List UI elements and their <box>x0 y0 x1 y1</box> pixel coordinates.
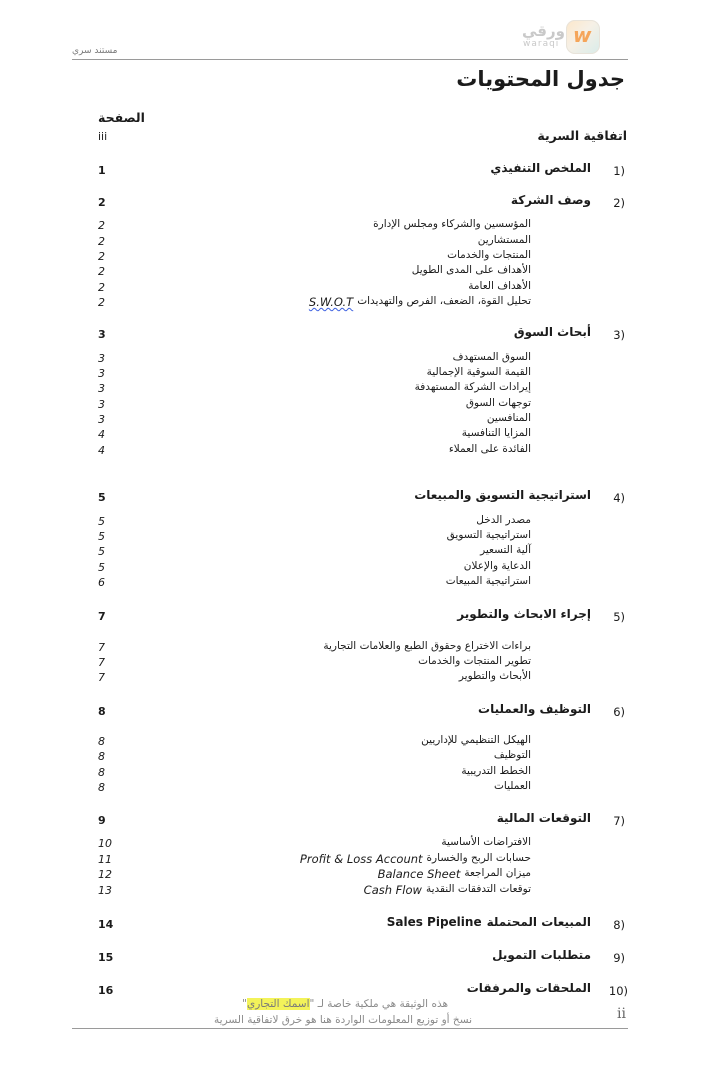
toc-subentry[interactable]: العمليات <box>494 780 531 792</box>
toc-section-title[interactable]: التوظيف والعمليات <box>478 702 591 716</box>
toc-subentry-page: 4 <box>98 444 105 457</box>
footer-ownership-suffix: " <box>242 998 247 1010</box>
toc-subentry[interactable]: الأهداف العامة <box>468 280 531 292</box>
toc-subentry-page: 3 <box>98 382 105 395</box>
toc-section-page: 14 <box>98 918 114 931</box>
toc-page-confidentiality: iii <box>98 130 108 143</box>
section-number: 4) <box>613 491 625 505</box>
toc-subentry-english: S.W.O.T <box>308 295 354 309</box>
toc-subentry[interactable]: استراتيجية المبيعات <box>445 575 531 587</box>
toc-subentry[interactable]: مصدر الدخل <box>476 514 531 526</box>
toc-subentry[interactable]: براءات الاختراع وحقوق الطبع والعلامات التجارية <box>323 640 531 652</box>
footer-ownership-line <box>242 998 448 1010</box>
toc-subentry-page: 2 <box>98 219 105 232</box>
toc-subentry[interactable]: الفائدة على العملاء <box>448 443 531 455</box>
toc-section-title[interactable] <box>387 915 591 929</box>
toc-subentry-label: تحليل القوة، الضعف، الفرص والتهديدات <box>357 295 531 307</box>
toc-section-label: المبيعات المحتملة <box>486 915 591 929</box>
toc-subentry[interactable] <box>364 883 531 897</box>
toc-subentry-label: ميزان المراجعة <box>464 867 531 879</box>
footer-ownership-prefix: هذه الوثيقة هي ملكية خاصة لـ " <box>309 998 448 1010</box>
toc-subentry-page: 2 <box>98 265 105 278</box>
toc-section-page: 9 <box>98 814 106 827</box>
toc-subentry-page: 5 <box>98 530 105 543</box>
toc-subentry-page: 10 <box>98 837 112 850</box>
logo-latin-text: waraqi <box>523 39 560 49</box>
toc-subentry-page: 11 <box>98 853 112 866</box>
toc-subentry-page: 4 <box>98 428 105 441</box>
toc-subentry[interactable]: التوظيف <box>493 749 531 761</box>
toc-subentry-page: 7 <box>98 641 105 654</box>
toc-subentry-page: 5 <box>98 515 105 528</box>
toc-subentry[interactable]: المنافسين <box>486 412 531 424</box>
toc-section-title[interactable]: متطلبات التمويل <box>492 948 591 962</box>
toc-subentry-page: 5 <box>98 545 105 558</box>
section-number: 10) <box>608 984 628 998</box>
toc-section-page: 5 <box>98 491 106 504</box>
toc-subentry[interactable]: آلية التسعير <box>480 544 531 556</box>
confidential-label: مستند سري <box>72 46 118 56</box>
section-number: 9) <box>613 951 625 965</box>
toc-subentry-page: 5 <box>98 561 105 574</box>
toc-subentry[interactable]: إيرادات الشركة المستهدفة <box>414 381 531 393</box>
toc-section-title[interactable]: وصف الشركة <box>510 193 591 207</box>
toc-subentry-page: 3 <box>98 398 105 411</box>
toc-section-title[interactable]: التوقعات المالية <box>496 811 591 825</box>
toc-section-page: 2 <box>98 196 106 209</box>
toc-subentry[interactable]: المزايا التنافسية <box>461 427 531 439</box>
toc-subentry-page: 2 <box>98 235 105 248</box>
toc-subentry-page: 13 <box>98 884 112 897</box>
logo-arabic-text: ورقي <box>522 22 565 40</box>
toc-subentry-page: 3 <box>98 413 105 426</box>
toc-section-page: 1 <box>98 164 106 177</box>
toc-section-page: 16 <box>98 984 114 997</box>
section-number: 7) <box>613 814 625 828</box>
toc-subentry[interactable]: تطوير المنتجات والخدمات <box>418 655 531 667</box>
toc-section-page: 8 <box>98 705 106 718</box>
toc-subentry[interactable]: الدعاية والإعلان <box>463 560 531 572</box>
toc-subentry-english: Balance Sheet <box>377 867 461 881</box>
toc-subentry[interactable]: استراتيجية التسويق <box>446 529 531 541</box>
toc-section-page: 15 <box>98 951 114 964</box>
toc-subentry-page: 7 <box>98 656 105 669</box>
section-number: 5) <box>613 610 625 624</box>
toc-subentry-page: 3 <box>98 367 105 380</box>
toc-subentry-page: 12 <box>98 868 112 881</box>
toc-subentry-page: 3 <box>98 352 105 365</box>
toc-subentry[interactable]: الافتراضات الأساسية <box>441 836 531 848</box>
footer-page-number: ii <box>617 1006 626 1022</box>
footer-divider <box>72 1028 628 1029</box>
page-title: جدول المحتويات <box>456 67 625 91</box>
toc-section-page: 7 <box>98 610 106 623</box>
toc-subentry-page: 2 <box>98 296 105 309</box>
toc-subentry[interactable]: توجهات السوق <box>465 397 531 409</box>
toc-section-title[interactable]: الملحقات والمرفقات <box>466 981 591 995</box>
waraqi-logo-icon: w <box>566 20 600 54</box>
toc-subentry-page: 6 <box>98 576 105 589</box>
business-name-placeholder[interactable]: اسمك التجاري <box>246 998 310 1010</box>
section-number: 8) <box>613 918 625 932</box>
page-column-label: الصفحة <box>98 110 145 125</box>
toc-subentry-page: 8 <box>98 735 105 748</box>
toc-subentry-page: 2 <box>98 281 105 294</box>
toc-subentry-page: 7 <box>98 671 105 684</box>
toc-subentry-page: 8 <box>98 781 105 794</box>
toc-section-title[interactable]: أبحاث السوق <box>513 325 591 339</box>
toc-subentry-english: Cash Flow <box>363 883 422 897</box>
toc-subentry-page: 8 <box>98 766 105 779</box>
header-divider <box>72 59 628 60</box>
toc-section-page: 3 <box>98 328 106 341</box>
section-number: 1) <box>613 164 625 178</box>
toc-subentry[interactable]: السوق المستهدف <box>452 351 531 363</box>
section-number: 3) <box>613 328 625 342</box>
toc-subentry[interactable] <box>309 295 531 309</box>
toc-subentry[interactable]: الأهداف على المدى الطويل <box>411 264 531 276</box>
toc-subentry[interactable]: المنتجات والخدمات <box>447 249 531 261</box>
toc-subentry-english: Profit & Loss Account <box>299 852 423 866</box>
toc-subentry-page: 8 <box>98 750 105 763</box>
toc-section-title[interactable]: إجراء الابحاث والتطوير <box>457 607 591 621</box>
toc-subentry[interactable] <box>378 867 531 881</box>
toc-subentry[interactable]: المستشارين <box>477 234 531 246</box>
footer-confidentiality-line: نسخ أو توزيع المعلومات الواردة هنا هو خرق لاتفاقية السرية <box>214 1014 472 1026</box>
toc-entry-confidentiality[interactable]: اتفاقية السرية <box>537 128 627 143</box>
toc-subentry[interactable] <box>300 852 531 866</box>
toc-section-title[interactable]: الملخص التنفيذي <box>490 161 591 175</box>
toc-subentry[interactable]: الهيكل التنظيمي للإداريين <box>421 734 531 746</box>
toc-section-english: Sales Pipeline <box>386 915 482 929</box>
section-number: 2) <box>613 196 625 210</box>
toc-subentry[interactable]: القيمة السوقية الإجمالية <box>426 366 531 378</box>
toc-section-title[interactable]: استراتيجية التسويق والمبيعات <box>414 488 591 502</box>
toc-subentry[interactable]: الأبحاث والتطوير <box>458 670 531 682</box>
toc-subentry-label: حسابات الربح والخسارة <box>426 852 531 864</box>
toc-subentry-label: توقعات التدفقات النقدية <box>425 883 531 895</box>
toc-subentry[interactable]: الخطط التدريبية <box>461 765 531 777</box>
toc-subentry-page: 2 <box>98 250 105 263</box>
toc-subentry[interactable]: المؤسسين والشركاء ومجلس الإدارة <box>373 218 531 230</box>
section-number: 6) <box>613 705 625 719</box>
